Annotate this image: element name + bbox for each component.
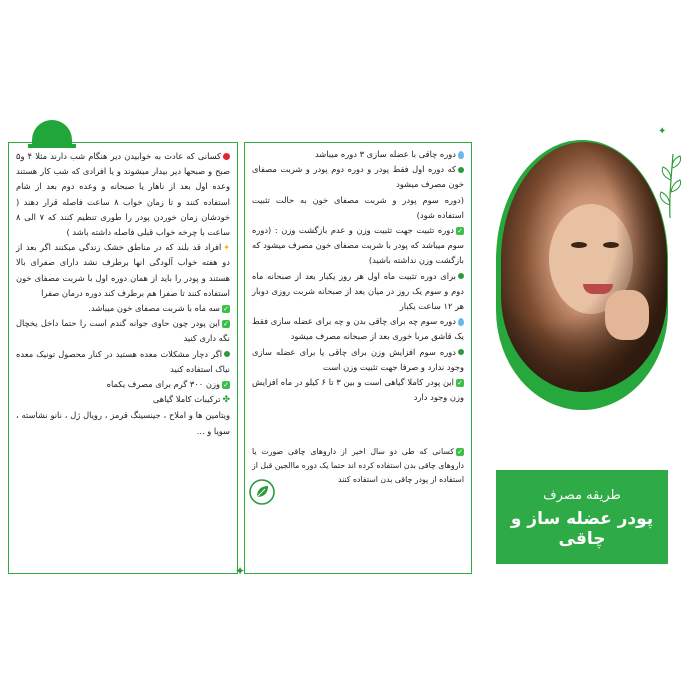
green-dot-icon [458, 167, 464, 173]
green-half-circle-icon [32, 120, 72, 144]
list-item: دوره چاقی با عضله سازی ۳ دوره میباشد [252, 147, 464, 162]
check-icon: ✓ [457, 378, 463, 387]
check-icon: ✓ [223, 304, 229, 313]
list-item: اگر دچار مشکلات معده هستید در کنار محصول تونیک معده نیاک استفاده کنید [16, 348, 230, 374]
list-item: ویتامین ها و املاح ، جینسینگ قرمز ، رویال ژل ، نانو نشاسته ، سویا و ... [16, 410, 230, 436]
list-item: ✓وزن ۳۰۰ گرم برای مصرف یکماه [106, 379, 229, 390]
green-dot-icon [224, 351, 230, 357]
check-icon: ✓ [223, 319, 229, 328]
red-dot-icon [223, 153, 230, 160]
drop-icon [458, 151, 464, 159]
check-icon: ✓ [457, 448, 463, 457]
middle-text-panel [244, 142, 472, 574]
list-item: که دوره اول فقط پودر و دوره دوم پودر و شربت مصفای خون مصرف میشود [252, 164, 464, 190]
list-item: دوره سوم افزایش وزن برای چاقی یا برای عضله سازی وجود ندارد و صرفا جهت تثبیت وزن است [252, 346, 464, 372]
middle-column [245, 143, 471, 491]
green-half-circle-base [28, 144, 76, 148]
list-item: ✓سه ماه با شربت مصفای خون میباشد. [88, 303, 229, 314]
list-item: برای دوره تثبیت ماه اول هر روز یکبار بعد از صبحانه ماه دوم و سوم یک روز در میان بعد از صبحانه شربت روزی دوبار هر ۱۲ ساعت یکبار [252, 270, 464, 312]
page-title: پودر عضله ساز و چاقی [510, 509, 654, 549]
title-banner [496, 470, 668, 564]
list-item: ✓این پودر کاملا گیاهی است و بین ۳ تا ۶ کیلو در ماه افزایش وزن وجود دارد [252, 377, 464, 403]
model-photo [501, 142, 667, 392]
sparkle-icon: ✦ [658, 126, 667, 137]
drop-icon [458, 318, 464, 326]
list-item: دوره سوم چه برای چاقی بدن و چه برای عضله سازی فقط یک قاشق مربا خوری بعد از صبحانه مصرف میشود [252, 316, 464, 342]
hair-shape [501, 142, 667, 392]
list-item: ✓کسانی که طی دو سال اخیر از داروهای چاقی صورت یا داروهای چاقی بدن استفاده کرده اند حتما یک دوره ماالجین قبل از استفاده از پودر چاقی بدن استفاده کنند [252, 447, 464, 485]
list-item: کسانی که عادت به خوابیدن دیر هنگام شب دارند مثلا ۴ و۵ صبح و صبحها دیر بیدار میشوند و یا افرادی که شب کار هستند وعده اول بعد از ناهار یا صبحانه و وعده دوم بعد از شام استفاده کنند و تا زمان خواب ۸ ساعت فاصله قرار دهند ( خودشان زمان خوردن پودر را طوری تنظیم کنند که ۷ الی ۸ ساعت با چرخه خواب قبلی فاصله داشته باشد ) [16, 151, 230, 238]
eye-shape [603, 242, 619, 248]
sparkle-icon: ✦ [235, 564, 246, 578]
list-item: ✓دوره تثبیت جهت تثبیت وزن و عدم بازگشت وزن : (دوره سوم میباشد که پودر با شربت مصفای خون مصرف میشود که بازگشت وزن نداشته باشید) [252, 225, 464, 266]
icon-spacer [252, 405, 464, 445]
green-dot-icon [458, 349, 464, 355]
eye-shape [571, 242, 587, 248]
leaf-branch-icon [655, 150, 685, 220]
list-item: ✤ترکیبات کاملا گیاهی [152, 394, 230, 406]
green-dot-icon [458, 273, 464, 279]
leaf-circle-icon [248, 478, 276, 506]
list-item: ✓این پودر چون حاوی جوانه گندم است را حتما داخل یخچال نگه داری کنید [16, 318, 230, 344]
hand-shape [605, 290, 649, 340]
title-subtitle: طریقه مصرف [543, 488, 621, 503]
list-item: (دوره سوم پودر و شربت مصفای خون به حالت تثبیت استفاده شود) [252, 194, 464, 220]
clover-icon: ✤ [222, 395, 230, 406]
check-icon: ✓ [457, 226, 463, 235]
left-text-panel [8, 142, 238, 574]
star-icon: ✦ [223, 243, 230, 253]
check-icon: ✓ [223, 380, 229, 389]
left-column [9, 143, 237, 443]
list-item: ✦افراد قد بلند که در مناطق خشک زندگی میکنند اگر بعد از دو هفته خواب آلودگی انها برطرف نشد دارای صفرای بالا هستند و پودر را باید از همان دوره اول با شربت مصفای خون استفاده کنند تا صفرا هم برطرف کند دوره درمان صفرا [16, 242, 230, 298]
